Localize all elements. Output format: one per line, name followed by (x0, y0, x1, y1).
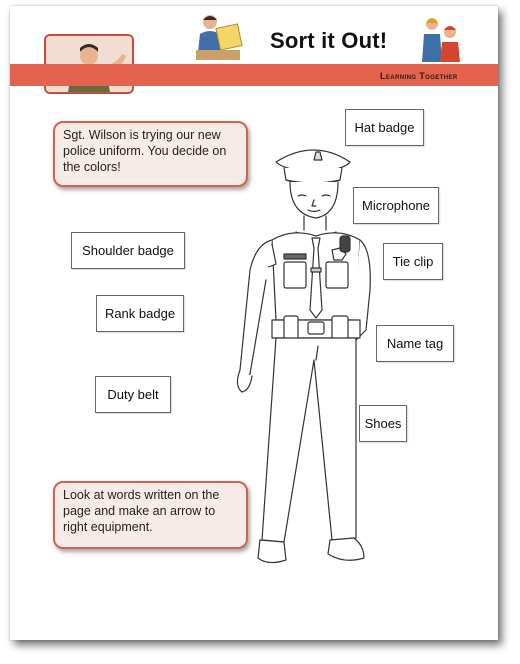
label-shoes: Shoes (359, 405, 407, 442)
instruction-note-bottom: Look at words written on the page and make an arrow to right equipment. (53, 481, 248, 549)
officer-illustration (232, 140, 372, 590)
label-name-tag: Name tag (376, 325, 454, 362)
hat-badge-icon (314, 152, 322, 160)
page-subtitle: Learning Together (380, 71, 458, 81)
label-rank-badge: Rank badge (96, 295, 184, 332)
label-duty-belt: Duty belt (95, 376, 171, 413)
tie-clip-icon (311, 268, 321, 272)
label-microphone: Microphone (353, 187, 439, 224)
label-shoulder-badge: Shoulder badge (71, 232, 185, 269)
microphone-icon (340, 236, 350, 252)
name-tag-icon (284, 254, 306, 259)
shoes-icon (258, 540, 286, 563)
kids-illustration (420, 14, 464, 64)
instruction-note-top: Sgt. Wilson is trying our new police uniform. You decide on the colors! (53, 121, 248, 187)
label-tie-clip: Tie clip (383, 243, 443, 280)
page-title: Sort it Out! (270, 28, 388, 53)
reader-illustration (192, 12, 254, 62)
label-hat-badge: Hat badge (345, 109, 424, 146)
